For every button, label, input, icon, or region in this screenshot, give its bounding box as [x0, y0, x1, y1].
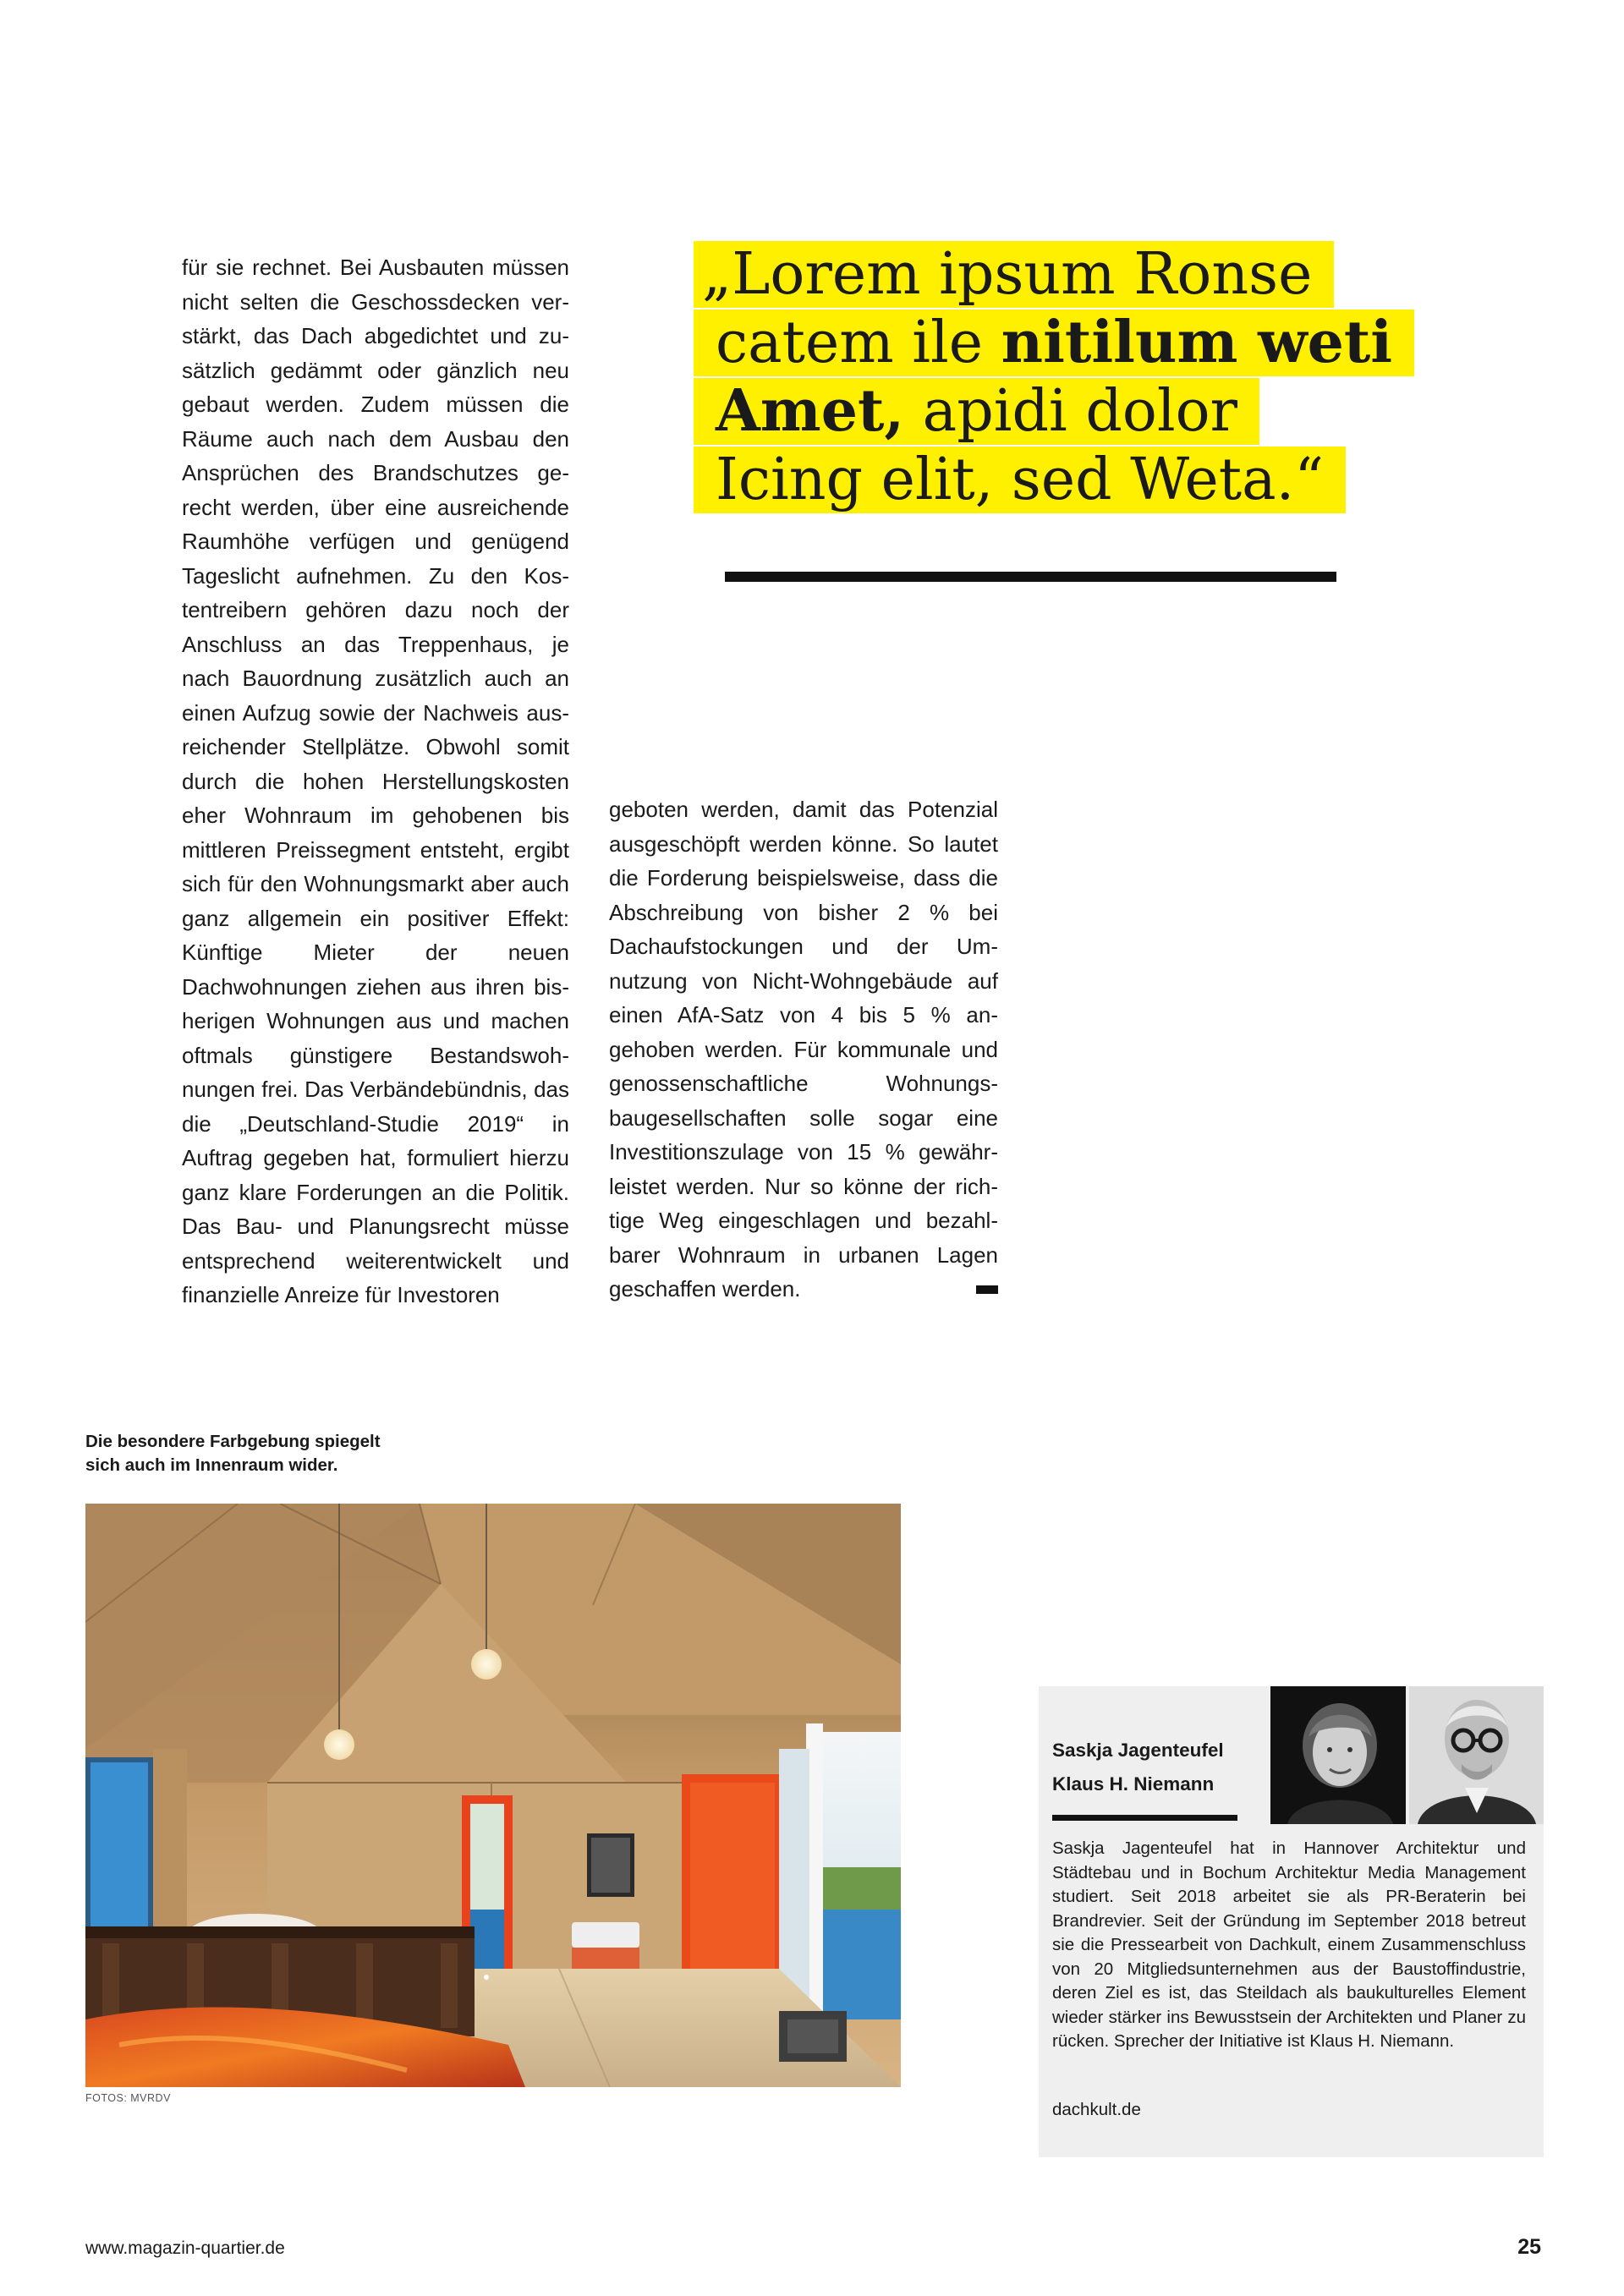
author-names	[1052, 1734, 1224, 1801]
author-name-1: Saskja Jagenteufel	[1052, 1740, 1224, 1761]
article-text-left: für sie rechnet. Bei Ausbauten müssen nicht selten die Geschossdecken verstärkt, das Dach abgedichtet und zusätzlich gedämmt oder gänzlich neu gebaut werden. Zudem müssen die Räume auch nach dem Ausbau den Ansprüchen des Brandschutzes gerecht werden, über eine ausreichende Raumhöhe verfügen und genügend Tageslicht aufnehmen. Zu den Kostentreibern gehören dazu noch der Anschluss an das Treppenhaus, je nach Bauordnung zusätzlich auch an einen Aufzug sowie der Nachweis ausreichender Stellplätze. Obwohl somit durch die hohen Herstellungskosten eher Wohnraum im gehobenen bis mittleren Preissegment entsteht, ergibt sich für den Wohnungsmarkt aber auch ganz allgemein ein positiver Effekt: Künftige Mieter der neuen Dachwohnungen ziehen aus ihren bisherigen Wohnungen aus und machen oftmals günstigere Bestandswohnungen frei. Das Verbändebündnis, das die „Deutschland-Studie 2019“ in Auftrag gegeben hat, formuliert hierzu ganz klare Forderungen an die Politik. Das Bau- und Planungsrecht müsse entsprechend weiterentwickelt und finanzielle Anreize für Investoren	[182, 255, 569, 1307]
pull-quote	[694, 240, 1393, 514]
author-portrait-1	[1270, 1686, 1406, 1824]
pull-quote-line-2	[694, 309, 1393, 377]
portrait-man-illustration	[1409, 1686, 1544, 1824]
quote-divider	[725, 572, 1336, 582]
pull-quote-line-3	[694, 377, 1387, 446]
end-of-article-mark	[976, 1285, 998, 1294]
interior-photo	[85, 1504, 901, 2087]
quote-regular-text: catem ile	[716, 310, 1001, 376]
article-column-left	[182, 250, 569, 1312]
photo-caption-line-2: sich auch im Innenraum wider.	[85, 1455, 338, 1475]
photo-caption-line-1: Die besondere Farbgebung spiegelt	[85, 1432, 381, 1451]
article-text-right	[609, 792, 998, 1307]
photo-credit: FOTOS: MVRDV	[85, 2092, 171, 2104]
pull-quote-line-4	[694, 446, 1387, 514]
quote-highlight	[694, 378, 1259, 445]
author-name-2: Klaus H. Niemann	[1052, 1773, 1215, 1795]
author-website-link[interactable]: dachkult.de	[1052, 2100, 1141, 2119]
portrait-woman-illustration	[1270, 1686, 1406, 1824]
author-divider	[1052, 1815, 1237, 1821]
quote-highlight	[694, 310, 1414, 376]
quote-bold-text: nitilum weti	[1001, 309, 1393, 376]
interior-photo-illustration	[85, 1504, 901, 2087]
quote-highlight: Icing elit, sed Weta.“	[694, 447, 1346, 513]
photo-caption	[85, 1430, 441, 1477]
author-portrait-2	[1409, 1686, 1544, 1824]
page-number: 25	[1517, 2235, 1541, 2259]
quote-bold-text: Amet,	[716, 377, 905, 445]
pull-quote-line-1	[694, 240, 1387, 309]
footer-website-link[interactable]: www.magazin-quartier.de	[85, 2238, 285, 2258]
article-text-right-body: geboten werden, damit das Potenzial ausgeschöpft werden könne. So lautet die Forderung beispielsweise, dass die Abschreibung von bisher 2 % bei Dachaufstockungen und der Umnutzung von Nicht-Wohngebäude auf einen AfA-Satz von 4 bis 5 % angehoben werden. Für kommunale und genossenschaftliche Wohnungsbaugesellschaften solle sogar eine Investitionszulage von 15 % gewährleistet werden. Nur so könne der richtige Weg eingeschlagen und bezahlbarer Wohnraum in urbanen Lagen geschaffen werden.	[609, 797, 998, 1301]
quote-highlight: „Lorem ipsum Ronse	[694, 241, 1334, 308]
author-bio: Saskja Jagenteufel hat in Hannover Architektur und Städtebau und in Bochum Architektur Media Management studiert. Seit 2018 arbeitet sie als PR-Beraterin bei Brandrevier. Seit der Gründung im September 2018 betreut sie die Pressearbeit von Dachkult, einem Zusammenschluss von 20 Mitgliedsunternehmen aus der Baustoffindustrie, deren Ziel es ist, das Steildach als baukulturelles Element wieder stärker ins Bewusstsein der Architekten und Planer zu rücken. Sprecher der Initiative ist Klaus H. Niemann.	[1052, 1838, 1526, 2051]
author-info-box	[1039, 1686, 1544, 2157]
article-column-right	[609, 792, 998, 1307]
quote-regular-text: apidi dolor	[904, 378, 1238, 445]
